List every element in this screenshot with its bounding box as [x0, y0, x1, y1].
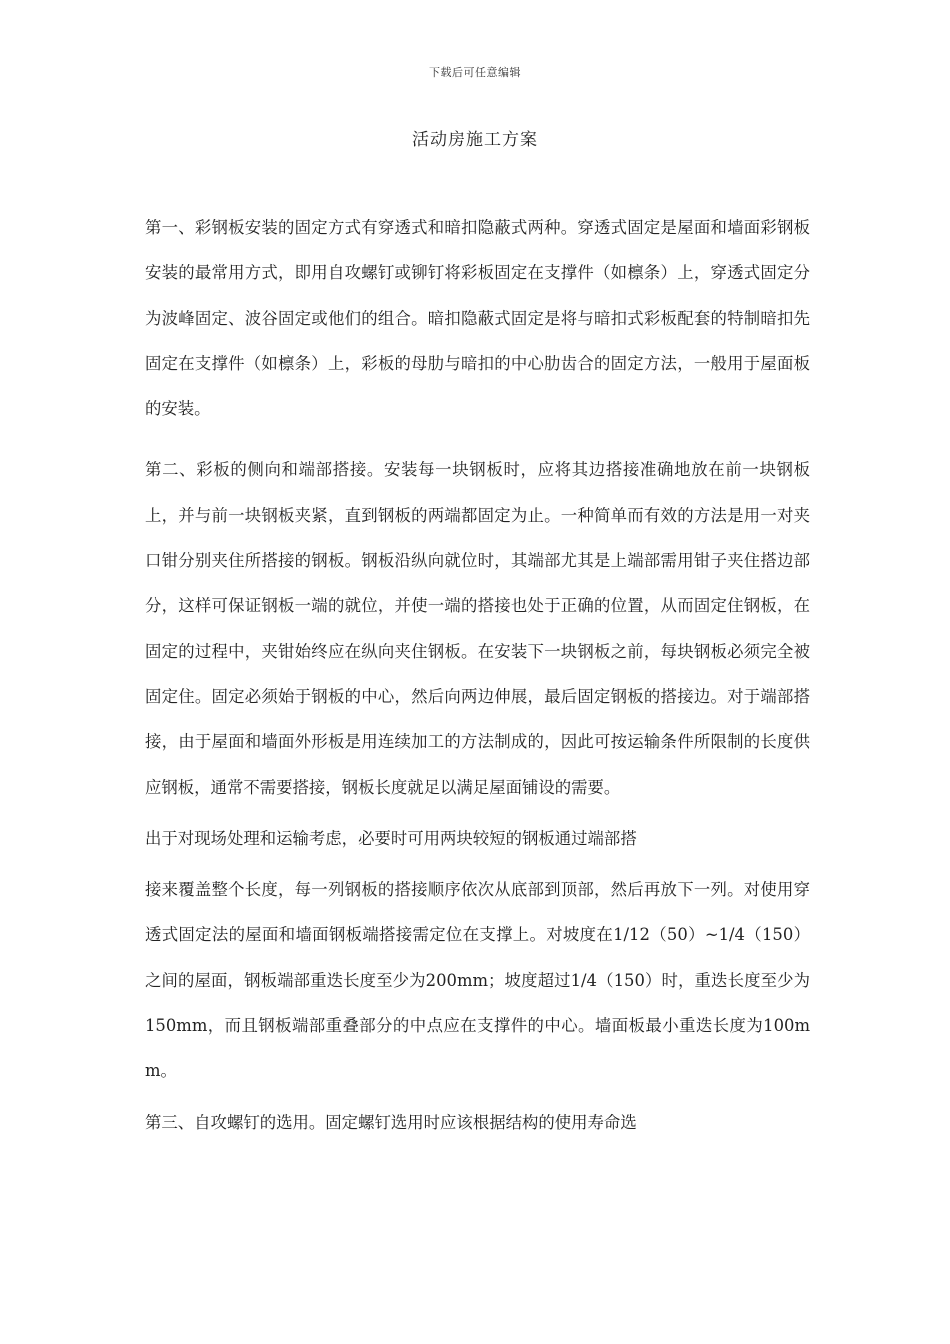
- paragraph-3: 出于对现场处理和运输考虑，必要时可用两块较短的钢板通过端部搭: [145, 828, 637, 848]
- paragraph-4: 接来覆盖整个长度，每一列钢板的搭接顺序依次从底部到顶部，然后再放下一列。对使用穿透式固定法的屋面和墙面钢板端搭接需定位在支撑上。对坡度在1/12（50）~1/4（150）之间的屋面，钢板端部重迭长度至少为200mm；坡度超过1/4（150）时，重迭长度至少为150mm，而且钢板端部重叠部分的中点应在支撑件的中心。墙面板最小重迭长度为100mm。: [145, 880, 810, 1081]
- paragraph-5: 第三、自攻螺钉的选用。固定螺钉选用时应该根据结构的使用寿命选: [145, 1112, 637, 1132]
- document-body: [145, 205, 810, 1145]
- paragraph-1: 第一、彩钢板安装的固定方式有穿透式和暗扣隐蔽式两种。穿透式固定是屋面和墙面彩钢板安装的最常用方式，即用自攻螺钉或铆钉将彩板固定在支撑件（如檩条）上，穿透式固定分为波峰固定、波谷固定或他们的组合。暗扣隐蔽式固定是将与暗扣式彩板配套的特制暗扣先固定在支撑件（如檩条）上，彩板的母肋与暗扣的中心肋齿合的固定方法，一般用于屋面板的安装。: [145, 218, 810, 419]
- document-title: 活动房施工方案: [412, 130, 538, 150]
- header-note: 下载后可任意编辑: [429, 66, 521, 79]
- paragraph-2: 第二、彩板的侧向和端部搭接。安装每一块钢板时，应将其边搭接准确地放在前一块钢板上，并与前一块钢板夹紧，直到钢板的两端都固定为止。一种简单而有效的方法是用一对夹口钳分别夹住所搭接的钢板。钢板沿纵向就位时，其端部尤其是上端部需用钳子夹住搭边部分，这样可保证钢板一端的就位，并使一端的搭接也处于正确的位置，从而固定住钢板，在固定的过程中，夹钳始终应在纵向夹住钢板。在安装下一块钢板之前，每块钢板必须完全被固定住。固定必须始于钢板的中心，然后向两边伸展，最后固定钢板的搭接边。对于端部搭接，由于屋面和墙面外形板是用连续加工的方法制成的，因此可按运输条件所限制的长度供应钢板，通常不需要搭接，钢板长度就足以满足屋面铺设的需要。: [145, 460, 810, 797]
